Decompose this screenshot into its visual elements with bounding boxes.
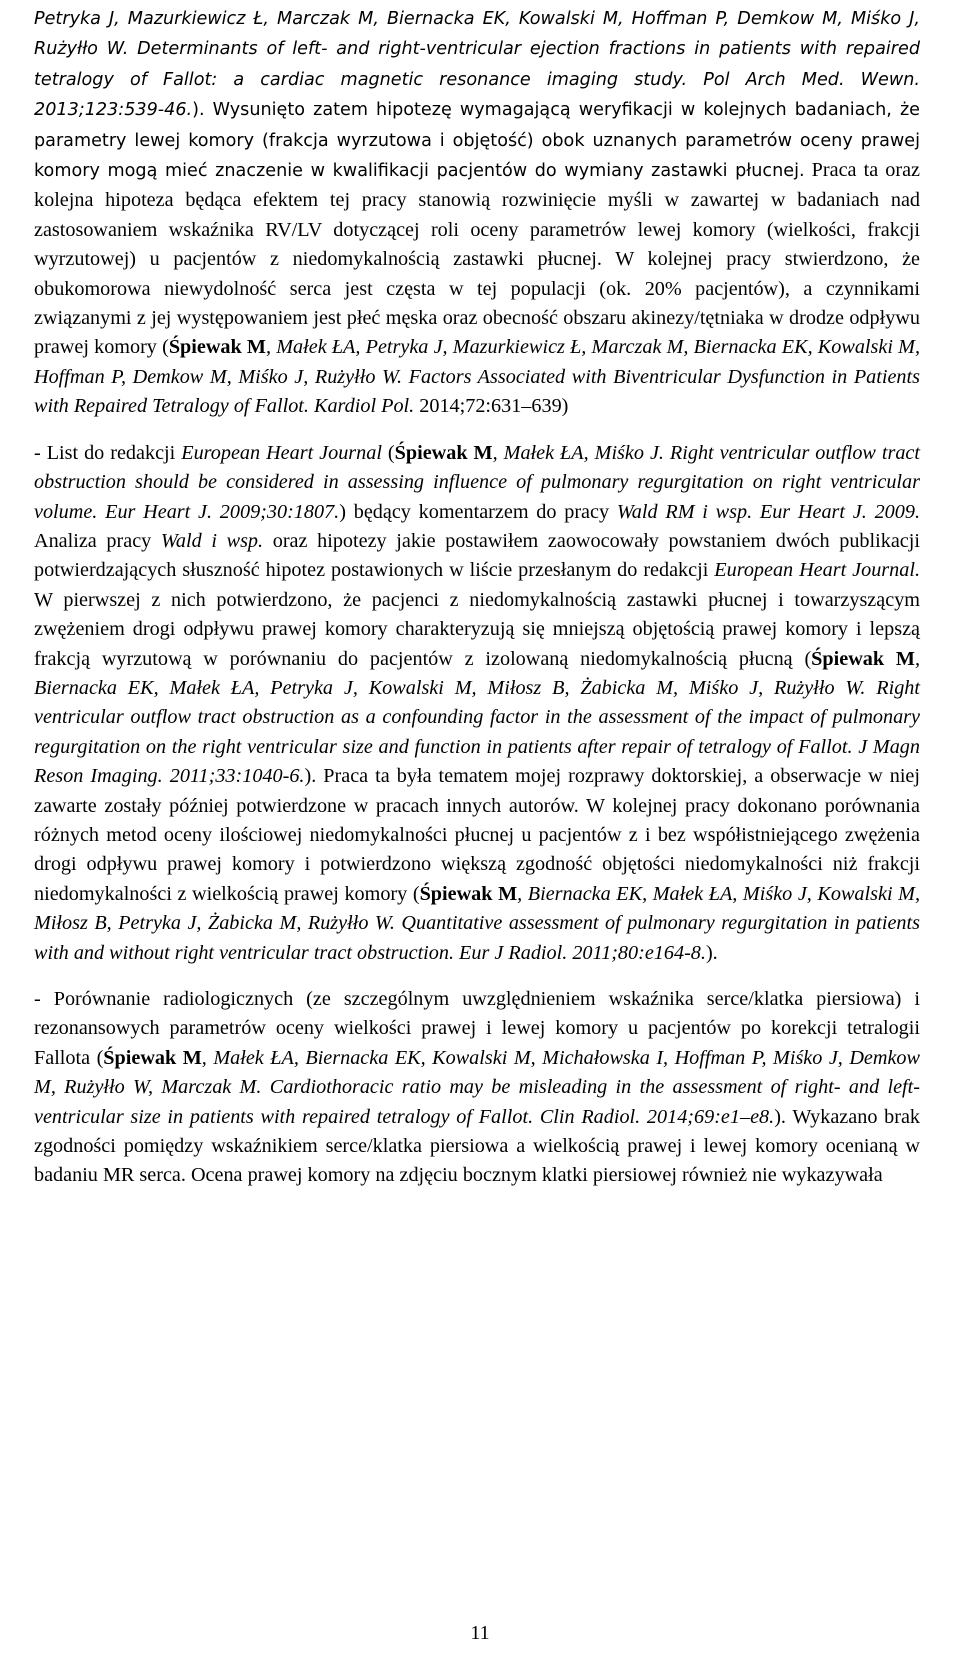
paren: ).: [304, 765, 317, 788]
author-highlight: Śpiewak M: [168, 336, 266, 359]
list-lead: - List do redakcji: [34, 441, 182, 464]
paren: ).: [705, 941, 718, 964]
journal-name: European Heart Journal.: [714, 559, 920, 582]
author-highlight: Śpiewak M: [394, 441, 493, 464]
body-text-sans: Wysunięto zatem hipotezę wymagającą weryfikacji w kolejnych badaniach, że parametry lewej komory (frakcja wyrzutowa i objętość) obok uznanych parametrów oceny prawej komory mogą mieć znaczenie w kwalifikacji pacjentów do wymiany zastawki płucnej.: [34, 100, 920, 182]
paragraph-1: [34, 4, 920, 422]
author-highlight: Śpiewak M: [103, 1046, 202, 1069]
body-text: Analiza pracy: [34, 529, 161, 552]
list-lead: - Porównanie radiologicznych (ze szczególnym uwzględnieniem wskaźnika serce/klatka piersiowa) i rezonansowych parametrów oceny wielkości prawej i lewej komory u pacjentów po korekcji tetralogii Fallota (: [34, 988, 920, 1069]
body-text: W pierwszej z nich potwierdzono, że pacjenci z niedomykalnością zastawki płucnej i towarzyszącym zwężeniem drogi odpływu prawej komory charakteryzują się mniejszą objętością prawej komory i lepszą frakcją wyrzutową w porównaniu do pacjentów z izolowaną niedomykalnością płucną (: [34, 588, 920, 670]
reference-wald: Wald RM i wsp. Eur Heart J. 2009.: [616, 500, 920, 523]
reference-spiewak-2014-clin: , Małek ŁA, Biernacka EK, Kowalski M, Michałowska I, Hoffman P, Miśko J, Demkow M, Rużyłło W, Marczak M. Cardiothoracic ratio may be misleading in the assessment of right- and left-ventricular size in patients with repaired tetralogy of Fallot. Clin Radiol. 2014;69:e1–e8.: [34, 1046, 920, 1128]
body-text: Wykazano brak zgodności pomiędzy wskaźnikiem serce/klatka piersiowa a wielkością prawej i lewej komory ocenianą w badaniu MR serca. Ocena prawej komory na zdjęciu bocznym klatki piersiowej również nie wykazywała: [34, 1105, 921, 1187]
reference-text: Petryka J, Mazurkiewicz Ł, Marczak M, Biernacka EK, Kowalski M, Hoffman P, Demkow M, Miśko J, Rużyłło W. Determinants of left- and right-ventricular ejection fractions in patients with repaired tetralogy of Fallot: a cardiac magnetic resonance imaging study. Pol Arch Med. Wewn. 2013;123:539-46.: [34, 9, 920, 121]
reference-spiewak-2011-ejr: , Biernacka EK, Małek ŁA, Miśko J, Kowalski M, Miłosz B, Petryka J, Żabicka M, Rużyłło W. Quantitative assessment of pulmonary regurgitation in patients with and without right ventricular tract obstruction. Eur J Radiol. 2011;80:e164-8.: [34, 882, 920, 964]
reference-spiewak-2014: , Małek ŁA, Petryka J, Mazurkiewicz Ł, Marczak M, Biernacka EK, Kowalski M, Hoffman P, Demkow M, Miśko J, Rużyłło W. Factors Associated with Biventricular Dysfunction in Patients with Repaired Tetralogy of Fallot. Kardiol Pol.: [34, 336, 920, 418]
paren: ): [339, 500, 346, 523]
paren: (: [381, 441, 395, 464]
paren: ).: [774, 1105, 786, 1128]
page-number: 11: [470, 1622, 490, 1644]
paragraph-2: [34, 439, 920, 968]
reference-tail: 2014;72:631–639): [414, 395, 569, 418]
body-text: Praca ta była tematem mojej rozprawy doktorskiej, a obserwacje w niej zawarte zostały później potwierdzone w pracach innych autorów. W kolejnej pracy dokonano porównania różnych metod oceny ilościowej niedomykalności płucnej u pacjentów z i bez współistniejącego zwężenia drogi odpływu prawej komory i potwierdzono większą zgodność objętości niedomykalności niż frakcji niedomykalności z wielkością prawej komory (: [34, 765, 920, 905]
author-highlight: Śpiewak M: [419, 882, 518, 905]
body-text: Praca ta oraz kolejna hipoteza będąca efektem tej pracy stanowią rozwinięcie myśli w zawartej w badaniach nad zastosowaniem wskaźnika RV/LV dotyczącej roli oceny parametrów lewej komory (wielkości, frakcji wyrzutowej) u pacjentów z niedomykalnością zastawki płucnej. W kolejnej pracy stwierdzono, że obukomorowa niewydolność serca jest częsta w tej populacji (ok. 20% pacjentów), a czynnikami związanymi z jej występowaniem jest płeć męska oraz obecność obszaru akinezy/tętniaka w drodze odpływu prawej komory (: [34, 159, 921, 359]
author-highlight: Śpiewak M: [811, 647, 915, 670]
body-text: oraz hipotezy jakie postawiłem zaowocowały powstaniem dwóch publikacji potwierdzających słuszność hipotez postawionych w liście przesłanym do redakcji: [34, 529, 920, 582]
paragraph-3: [34, 985, 920, 1191]
journal-name: European Heart Journal: [181, 441, 382, 464]
reference-spiewak-2009: , Małek ŁA, Miśko J. Right ventricular outflow tract obstruction should be considered in assessing influence of pulmonary regurgitation on right ventricular volume. Eur Heart J. 2009;30:1807.: [34, 441, 920, 523]
reference-spiewak-2011-jmri: , Biernacka EK, Małek ŁA, Petryka J, Kowalski M, Miłosz B, Żabicka M, Miśko J, Rużyłło W. Right ventricular outflow tract obstruction as a confounding factor in the assessment of the impact of pulmonary regurgitation on the right ventricular size and function in patients after repair of tetralogy of Fallot. J Magn Reson Imaging. 2011;33:1040-6.: [34, 647, 920, 788]
reference-close: ).: [192, 100, 205, 121]
reference-petryka-2013: [34, 9, 920, 181]
reference-wald-short: Wald i wsp.: [160, 529, 264, 552]
body-text: będący komentarzem do pracy: [345, 500, 617, 523]
